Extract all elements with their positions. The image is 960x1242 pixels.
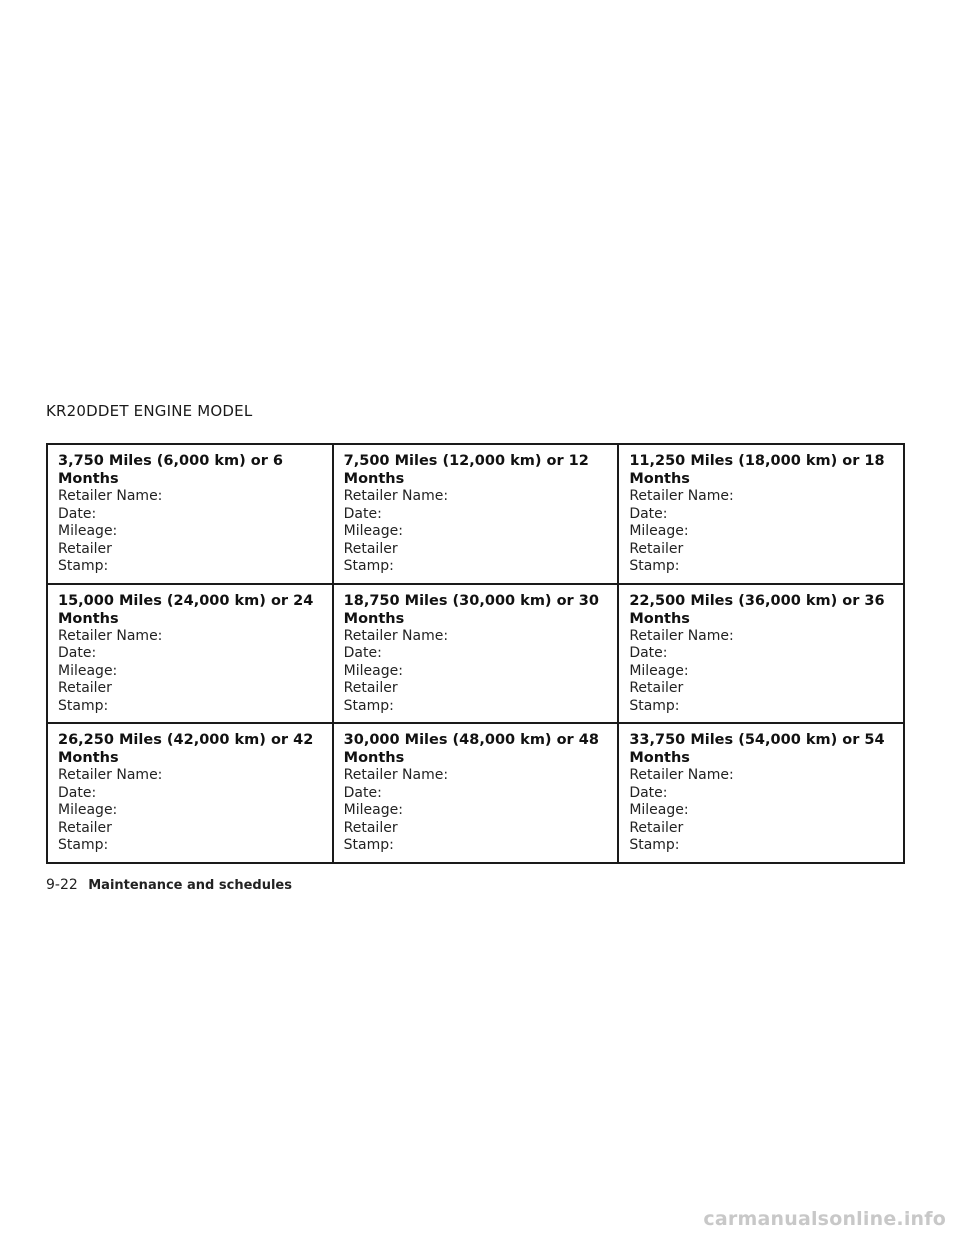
- interval-title-line-2: Months: [629, 471, 690, 487]
- page-footer: [46, 877, 292, 893]
- maintenance-record-cell: [47, 584, 333, 724]
- retailer-label: Retailer: [343, 819, 398, 836]
- stamp-label: Stamp:: [58, 837, 109, 853]
- watermark: carmanualsonline.info: [703, 1208, 946, 1230]
- retailer-name-label: Retailer Name:: [58, 488, 163, 504]
- maintenance-record-cell: [333, 723, 619, 863]
- page-number: 9-22: [46, 877, 78, 893]
- retailer-name-label: Retailer Name:: [343, 627, 449, 644]
- maintenance-record-cell: [47, 723, 333, 863]
- retailer-name-label: Retailer Name:: [629, 767, 734, 783]
- date-label: Date:: [629, 645, 668, 661]
- stamp-label: Stamp:: [629, 558, 680, 574]
- stamp-label: Stamp:: [343, 558, 394, 574]
- mileage-label: Mileage:: [629, 662, 689, 679]
- maintenance-record-cell: [333, 444, 619, 584]
- date-label: Date:: [629, 505, 668, 522]
- mileage-label: Mileage:: [343, 662, 403, 679]
- retailer-name-label: Retailer Name:: [629, 627, 734, 644]
- mileage-label: Mileage:: [629, 802, 689, 818]
- interval-title-line-2: Months: [629, 610, 690, 627]
- retailer-name-label: Retailer Name:: [58, 627, 163, 644]
- maintenance-record-cell: [47, 444, 333, 584]
- interval-title-line-2: Months: [58, 750, 119, 766]
- mileage-label: Mileage:: [58, 523, 118, 539]
- date-label: Date:: [58, 645, 97, 661]
- maintenance-record-cell: [333, 584, 619, 724]
- retailer-name-label: Retailer Name:: [343, 488, 449, 504]
- retailer-label: Retailer: [58, 819, 112, 836]
- retailer-name-label: Retailer Name:: [343, 767, 449, 783]
- interval-title-line-2: Months: [629, 750, 690, 766]
- date-label: Date:: [58, 784, 97, 801]
- stamp-label: Stamp:: [629, 697, 680, 714]
- mileage-label: Mileage:: [343, 802, 403, 818]
- interval-title-line-1: 33,750 Miles (54,000 km) or 54: [629, 732, 885, 748]
- interval-title-line-1: 3,750 Miles (6,000 km) or 6: [58, 453, 284, 469]
- date-label: Date:: [629, 784, 668, 801]
- retailer-label: Retailer: [629, 819, 684, 836]
- retailer-label: Retailer: [629, 540, 684, 557]
- maintenance-record-table: [46, 443, 905, 864]
- interval-title-line-1: 30,000 Miles (48,000 km) or 48: [343, 732, 599, 748]
- retailer-name-label: Retailer Name:: [629, 488, 734, 504]
- retailer-name-label: Retailer Name:: [58, 767, 163, 783]
- interval-title-line-1: 15,000 Miles (24,000 km) or 24: [58, 592, 314, 609]
- interval-title-line-2: Months: [343, 471, 405, 487]
- interval-title-line-2: Months: [343, 750, 405, 766]
- mileage-label: Mileage:: [58, 802, 118, 818]
- stamp-label: Stamp:: [343, 697, 394, 714]
- stamp-label: Stamp:: [343, 837, 394, 853]
- interval-title-line-1: 26,250 Miles (42,000 km) or 42: [58, 732, 314, 748]
- table-row: [47, 444, 904, 584]
- date-label: Date:: [343, 784, 382, 801]
- interval-title-line-2: Months: [58, 471, 119, 487]
- interval-title-line-2: Months: [343, 610, 405, 627]
- date-label: Date:: [58, 505, 97, 522]
- mileage-label: Mileage:: [58, 662, 118, 679]
- maintenance-record-cell: [618, 723, 904, 863]
- maintenance-record-cell: [618, 584, 904, 724]
- stamp-label: Stamp:: [58, 558, 109, 574]
- footer-section-name: Maintenance and schedules: [88, 878, 292, 893]
- interval-title-line-1: 18,750 Miles (30,000 km) or 30: [343, 592, 599, 609]
- interval-title-line-1: 11,250 Miles (18,000 km) or 18: [629, 453, 885, 469]
- interval-title-line-1: 7,500 Miles (12,000 km) or 12: [343, 453, 589, 469]
- stamp-label: Stamp:: [629, 837, 680, 853]
- retailer-label: Retailer: [343, 680, 398, 696]
- date-label: Date:: [343, 505, 382, 522]
- table-row: [47, 584, 904, 724]
- maintenance-record-cell: [618, 444, 904, 584]
- interval-title-line-2: Months: [58, 610, 119, 627]
- table-row: [47, 723, 904, 863]
- mileage-label: Mileage:: [629, 523, 689, 539]
- mileage-label: Mileage:: [343, 523, 403, 539]
- section-heading: KR20DDET ENGINE MODEL: [46, 402, 253, 420]
- retailer-label: Retailer: [58, 540, 112, 557]
- interval-title-line-1: 22,500 Miles (36,000 km) or 36: [629, 592, 885, 609]
- stamp-label: Stamp:: [58, 697, 109, 714]
- retailer-label: Retailer: [629, 680, 684, 696]
- date-label: Date:: [343, 645, 382, 661]
- retailer-label: Retailer: [58, 680, 112, 696]
- retailer-label: Retailer: [343, 540, 398, 557]
